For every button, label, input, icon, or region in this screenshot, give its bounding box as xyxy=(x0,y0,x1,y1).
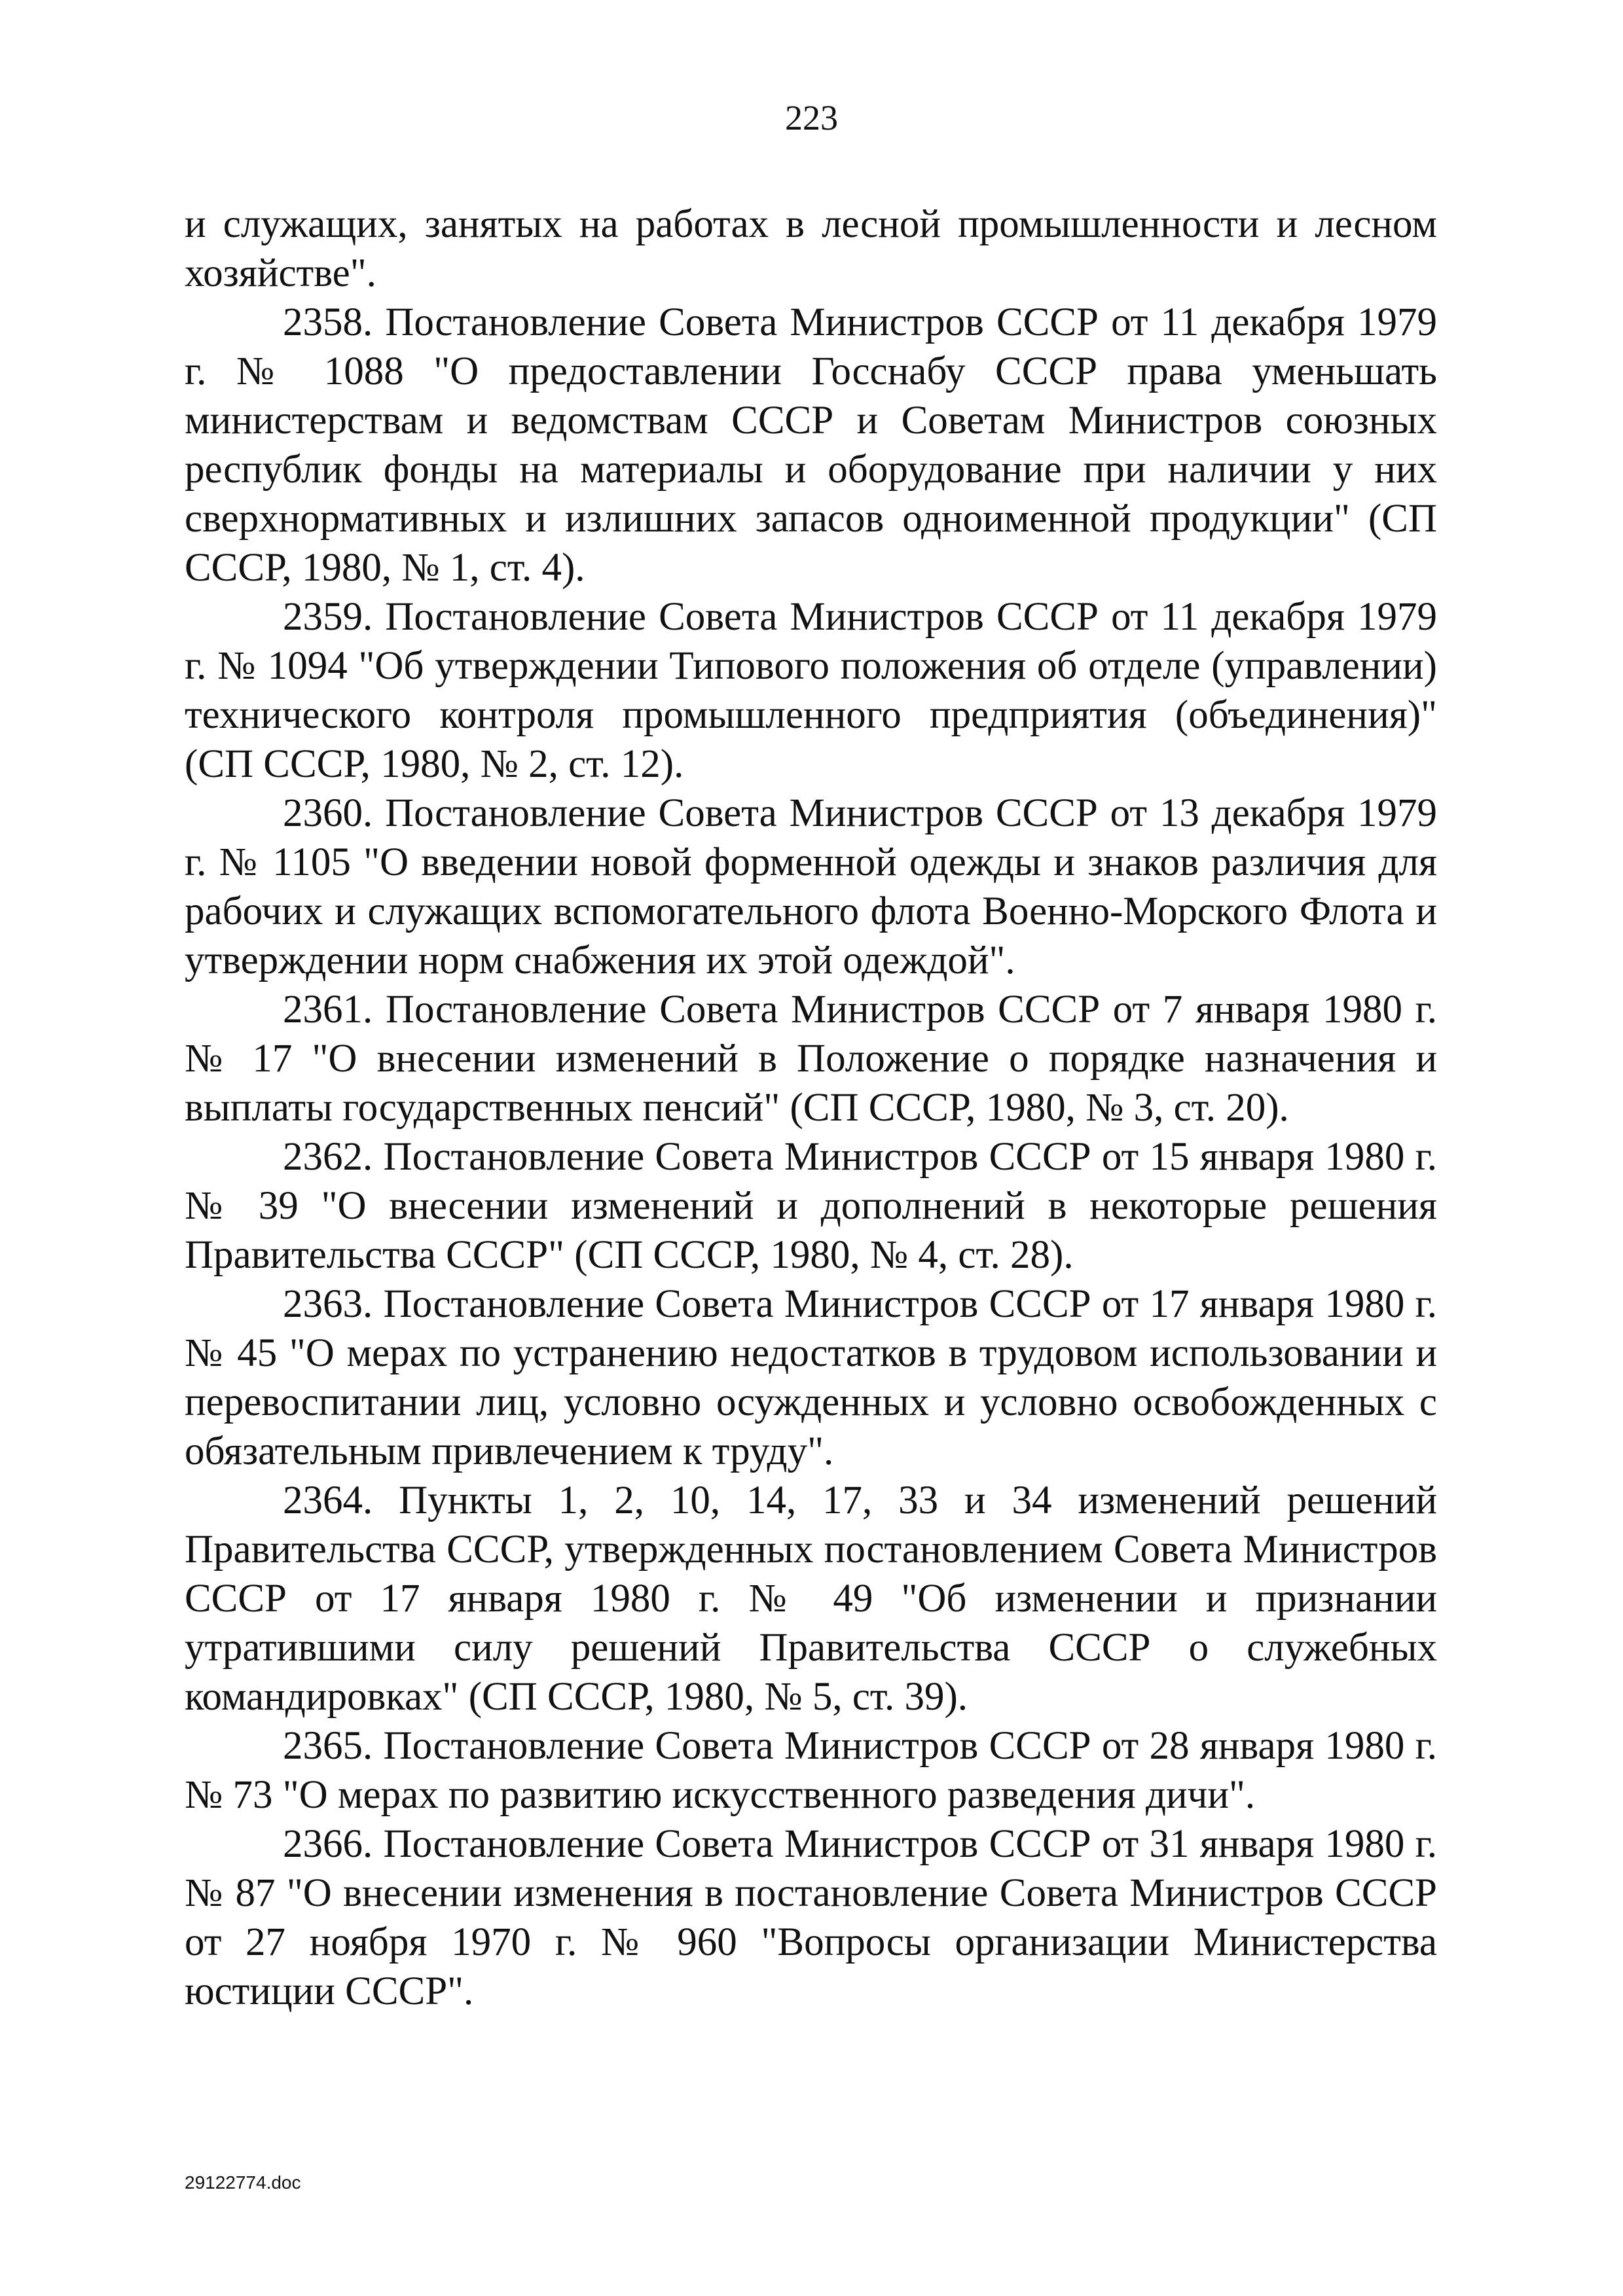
page-number: 223 xyxy=(785,98,838,137)
list-item: 2359. Постановление Совета Министров СССР от 11 декабря 1979 г. № 1094 "Об утверждении Типового положения об отделе (управлении) технического контроля промышленного предприятия (объединения)" (СП СССР, 1980, № 2, ст. 12). xyxy=(185,595,1437,786)
continuation-paragraph: и служащих, занятых на работах в лесной промышленности и лесном хозяйстве". xyxy=(185,202,1437,295)
list-item: 2361. Постановление Совета Министров СССР от 7 января 1980 г. № 17 "О внесении изменений в Положение о порядке назначения и выплаты государственных пенсий" (СП СССР, 1980, № 3, ст. 20). xyxy=(185,988,1437,1130)
list-item: 2358. Постановление Совета Министров СССР от 11 декабря 1979 г. № 1088 "О предоставлении Госснабу СССР права уменьшать министерствам и ведомствам СССР и Советам Министров союзных республик фонды на материалы и оборудование при наличии у них сверхнормативных и излишних запасов одноименной продукции" (СП СССР, 1980, № 1, ст. 4). xyxy=(185,300,1437,590)
list-item: 2363. Постановление Совета Министров СССР от 17 января 1980 г. № 45 "О мерах по устранению недостатков в трудовом использовании и перевоспитании лиц, условно осужденных и условно освобожденных с обязательным привлечением к труду". xyxy=(185,1282,1437,1473)
list-item: 2366. Постановление Совета Министров СССР от 31 января 1980 г. № 87 "О внесении изменения в постановление Совета Министров СССР от 27 ноября 1970 г. № 960 "Вопросы организации Министерства юстиции СССР". xyxy=(185,1822,1437,2013)
list-item: 2364. Пункты 1, 2, 10, 14, 17, 33 и 34 изменений решений Правительства СССР, утвержденных постановлением Совета Министров СССР от 17 января 1980 г. № 49 "Об изменении и признании утратившими силу решений Правительства СССР о служебных командировках" (СП СССР, 1980, № 5, ст. 39). xyxy=(185,1479,1437,1719)
list-item: 2360. Постановление Совета Министров СССР от 13 декабря 1979 г. № 1105 "О введении новой форменной одежды и знаков различия для рабочих и служащих вспомогательного флота Военно-Морского Флота и утверждении норм снабжения их этой одеждой". xyxy=(185,791,1437,982)
footer-filename: 29122774.doc xyxy=(185,2172,301,2193)
document-body xyxy=(185,200,1437,2016)
list-item: 2362. Постановление Совета Министров СССР от 15 января 1980 г. № 39 "О внесении изменений и дополнений в некоторые решения Правительства СССР" (СП СССР, 1980, № 4, ст. 28). xyxy=(185,1135,1437,1277)
list-item: 2365. Постановление Совета Министров СССР от 28 января 1980 г. № 73 "О мерах по развитию искусственного разведения дичи". xyxy=(185,1724,1437,1817)
